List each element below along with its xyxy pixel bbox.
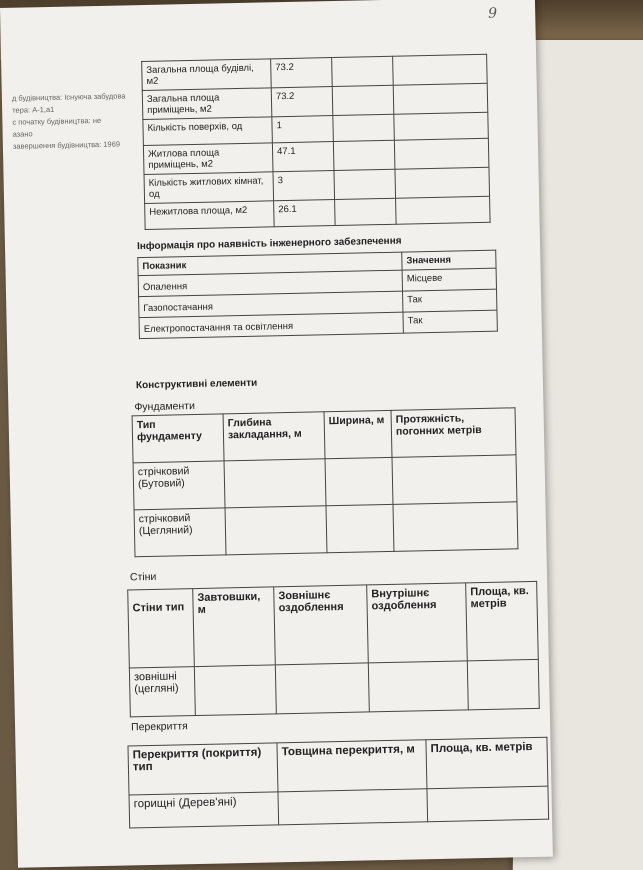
cell-type: зовнішні (цегляні) — [129, 667, 195, 717]
header-cell: Площа, кв. метрів — [426, 737, 548, 789]
cell-value: 26.1 — [274, 200, 336, 227]
header-value: Значення — [402, 250, 496, 270]
table-header-row — [132, 408, 516, 463]
table-row — [134, 502, 518, 557]
cell-type: горищні (Дерев'яні) — [129, 792, 279, 828]
walls-table — [127, 581, 540, 718]
cell-empty — [225, 506, 327, 555]
header-cell: Ширина, м — [324, 410, 392, 458]
cell-label: Опалення — [138, 270, 402, 297]
cell-label: Кількість житлових кімнат, од — [144, 172, 274, 204]
header-cell: Завтовшки, м — [193, 587, 276, 667]
cell-empty — [393, 54, 488, 85]
cell-empty — [394, 112, 489, 140]
cell-value: 47.1 — [272, 142, 334, 172]
header-cell: Глибина закладання, м — [223, 412, 325, 461]
walls-title: Стіни — [129, 570, 157, 584]
cell-empty — [393, 502, 518, 552]
table-header-row — [128, 737, 548, 795]
cell-empty — [395, 167, 490, 198]
cell-empty — [275, 663, 369, 714]
side-note: завершення будівництва: 1969 — [12, 139, 121, 151]
cell-empty — [325, 457, 393, 505]
foundations-table — [132, 407, 519, 557]
cell-empty — [326, 504, 394, 552]
header-cell: Товщина перекриття, м — [277, 740, 427, 792]
cell-empty — [467, 659, 539, 709]
side-note: д будівництва: Існуюча забудова — [11, 91, 126, 103]
floors-title: Перекриття — [130, 720, 188, 734]
table-row — [133, 455, 517, 510]
cell-empty — [427, 786, 549, 822]
header-indicator: Показник — [138, 252, 402, 276]
cell-label: Загальна площа будівлі, м2 — [142, 59, 272, 91]
cell-empty — [335, 198, 397, 225]
cell-empty — [332, 56, 394, 86]
cell-label: Електропостачання та освітлення — [139, 312, 403, 339]
foundations-title: Фундаменти — [134, 400, 196, 414]
cell-label: Нежитлова площа, м2 — [145, 201, 275, 230]
cell-label: Кількість поверхів, од — [143, 117, 273, 146]
table-header-row — [128, 581, 539, 668]
cell-type: стрічковий (Бутовий) — [133, 461, 225, 510]
header-cell: Тип фундаменту — [132, 414, 224, 463]
cell-empty — [396, 196, 491, 224]
cell-label: Житлова площа приміщень, м2 — [143, 143, 273, 175]
cell-empty — [333, 114, 395, 141]
side-note: азано — [12, 129, 33, 139]
cell-type: стрічковий (Цегляний) — [134, 508, 226, 557]
cell-value: Так — [403, 289, 497, 312]
engineering-table — [137, 250, 498, 340]
cell-empty — [224, 459, 326, 508]
engineering-title: Інформація про наявність інженерного забезпечення — [136, 235, 402, 253]
cell-value: 73.2 — [271, 87, 333, 117]
header-cell: Площа, кв. метрів — [466, 581, 539, 660]
cell-empty — [393, 83, 488, 114]
table-row — [129, 659, 539, 717]
cell-empty — [278, 789, 428, 825]
header-cell: Стіни тип — [128, 589, 195, 668]
side-note: тера: А-1,а1 — [12, 104, 55, 115]
cell-empty — [394, 138, 489, 169]
cell-value: 73.2 — [271, 58, 333, 88]
cell-empty — [332, 85, 394, 115]
cell-value: Місцеве — [402, 268, 496, 291]
header-cell: Зовнішнє оздоблення — [274, 585, 369, 665]
cell-empty — [194, 665, 276, 716]
page-number: 9 — [488, 5, 498, 22]
cell-empty — [334, 169, 396, 199]
header-cell: Перекриття (покриття) тип — [128, 743, 278, 795]
side-note: с початку будівництва: не — [12, 115, 102, 127]
floors-table — [127, 737, 549, 829]
area-table — [141, 54, 490, 230]
cell-label: Загальна площа приміщень, м2 — [142, 88, 272, 120]
side-notes — [12, 90, 127, 152]
cell-empty — [333, 140, 395, 170]
cell-value: Так — [403, 310, 497, 333]
cell-value: 3 — [273, 171, 335, 201]
cell-value: 1 — [272, 116, 334, 143]
cell-empty — [368, 661, 468, 712]
cell-empty — [392, 455, 517, 505]
structural-title: Конструктивні елементи — [135, 377, 258, 392]
header-cell: Протяжність, погонних метрів — [391, 408, 516, 458]
cell-label: Газопостачання — [139, 291, 403, 318]
header-cell: Внутрішнє оздоблення — [367, 583, 468, 663]
